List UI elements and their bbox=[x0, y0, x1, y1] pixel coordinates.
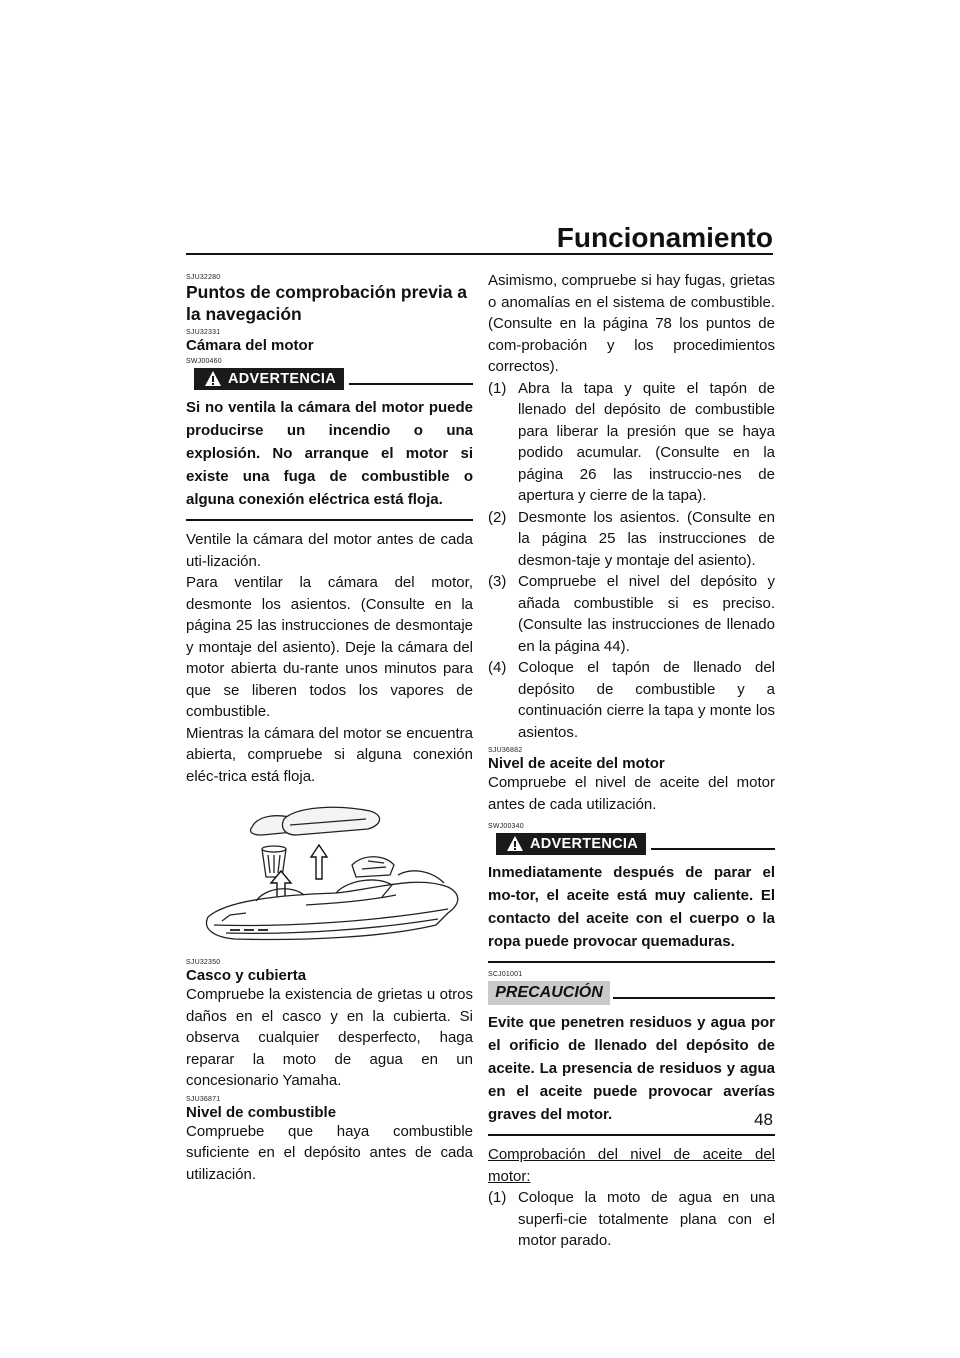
warning-header-rule bbox=[651, 848, 775, 850]
list-item bbox=[488, 571, 775, 657]
warning-badge bbox=[194, 368, 344, 390]
subsection-code: SJU32350 bbox=[186, 959, 221, 966]
warning-code: SWJ00460 bbox=[186, 358, 222, 365]
warning-triangle-icon bbox=[204, 370, 222, 387]
oil-steps-list bbox=[488, 1187, 775, 1252]
warning-end-rule bbox=[488, 961, 775, 963]
step-number: (1) bbox=[488, 379, 507, 397]
subsection-title-hull-deck: Casco y cubierta bbox=[186, 967, 307, 984]
caution-header-rule bbox=[613, 997, 775, 999]
page-number: 48 bbox=[754, 1110, 773, 1129]
subsection-code: SJU32331 bbox=[186, 329, 221, 336]
warning-code: SWJ00340 bbox=[488, 823, 524, 830]
step-text: Desmonte los asientos. (Consulte en la página 25 las instrucciones de desmon-taje y montaje del asiento). bbox=[518, 508, 775, 569]
watercraft-seat-removal-illustration bbox=[186, 805, 473, 955]
list-item bbox=[488, 657, 775, 743]
header-rule bbox=[186, 253, 773, 255]
right-column bbox=[488, 270, 775, 1252]
left-column bbox=[186, 270, 473, 1185]
paragraph: Compruebe la existencia de grietas u otros daños en el casco y en la cubierta. Si observa cualquier desperfecto, haga reparar la moto de agua en un concesionario Yamaha. bbox=[186, 986, 473, 1089]
caution-end-rule bbox=[488, 1134, 775, 1136]
caution-text: Evite que penetren residuos y agua por el orificio de llenado del depósito de aceite. La presencia de residuos y agua en el aceite puede provocar averías graves del motor. bbox=[488, 1014, 775, 1123]
section-code: SJU32280 bbox=[186, 274, 221, 281]
step-number: (1) bbox=[488, 1189, 507, 1206]
paragraph: Compruebe que haya combustible suficiente en el depósito antes de cada utilización. bbox=[186, 1122, 473, 1183]
warning-header bbox=[186, 368, 473, 390]
subsection-code: SJU36871 bbox=[186, 1095, 221, 1103]
caution-header bbox=[488, 981, 775, 1005]
warning-label: ADVERTENCIA bbox=[530, 836, 639, 852]
list-item bbox=[488, 378, 775, 507]
warning-text: Si no ventila la cámara del motor puede producirse un incendio o una explosión. No arranque el motor si existe una fuga de combustible o alguna conexión eléctrica está floja. bbox=[186, 399, 473, 508]
subsection-code: SJU36882 bbox=[488, 747, 523, 754]
step-number: (3) bbox=[488, 573, 507, 590]
step-text: Abra la tapa y quite el tapón de llenado del depósito de combustible para liberar la presión que se haya podido acumular. (Consulte en la página 26 las instruccio-nes de apertura y cierre de la tapa). bbox=[518, 379, 775, 504]
page-header-title: Funcionamiento bbox=[556, 222, 773, 253]
list-item bbox=[488, 507, 775, 572]
step-text: Coloque el tapón de llenado del depósito de combustible y a continuación cierre la tapa y monte los asientos. bbox=[518, 659, 775, 741]
paragraph: Ventile la cámara del motor antes de cada uti-lización. bbox=[186, 531, 473, 570]
section-title: Puntos de comprobación previa a la navegación bbox=[186, 282, 468, 324]
warning-text: Inmediatamente después de parar el mo-tor, el aceite está muy caliente. El contacto del aceite con el cuerpo o la ropa puede provocar quemaduras. bbox=[488, 864, 775, 950]
subsection-title-fuel-level: Nivel de combustible bbox=[186, 1103, 337, 1121]
oil-check-heading: Comprobación del nivel de aceite del motor: bbox=[488, 1146, 775, 1185]
step-number: (2) bbox=[488, 508, 507, 526]
warning-label: ADVERTENCIA bbox=[228, 371, 337, 387]
list-item bbox=[488, 1187, 775, 1252]
step-text: Compruebe el nivel del depósito y añada combustible si es preciso. (Consulte las instrucciones de llenado en la página 44). bbox=[518, 573, 775, 655]
warning-end-rule bbox=[186, 519, 473, 521]
fuel-steps-list bbox=[488, 378, 775, 744]
paragraph: Mientras la cámara del motor se encuentra abierta, compruebe si alguna conexión eléc-trica está floja. bbox=[186, 724, 473, 785]
warning-header bbox=[488, 833, 775, 855]
warning-triangle-icon bbox=[506, 835, 524, 852]
caution-label: PRECAUCIÓN bbox=[488, 981, 610, 1005]
paragraph: Compruebe el nivel de aceite del motor antes de cada utilización. bbox=[488, 774, 775, 813]
paragraph: Asimismo, compruebe si hay fugas, grietas o anomalías en el sistema de combustible. (Consulte en la página 78 los puntos de com-probación y los procedimientos correctos). bbox=[488, 272, 775, 375]
step-number: (4) bbox=[488, 659, 507, 676]
warning-header-rule bbox=[349, 383, 473, 385]
subsection-title-engine-oil: Nivel de aceite del motor bbox=[488, 755, 665, 772]
warning-badge bbox=[496, 833, 646, 855]
step-text: Coloque la moto de agua en una superfi-cie totalmente plana con el motor parado. bbox=[518, 1189, 775, 1249]
caution-code: SCJ01001 bbox=[488, 971, 523, 978]
paragraph: Para ventilar la cámara del motor, desmonte los asientos. (Consulte en la página 25 las instrucciones de desmontaje y montaje del asiento). Deje la cámara del motor abierta du-rante unos minutos para que se liberen todos los vapores de combustible. bbox=[186, 574, 473, 720]
subsection-title-engine-compartment: Cámara del motor bbox=[186, 337, 314, 354]
